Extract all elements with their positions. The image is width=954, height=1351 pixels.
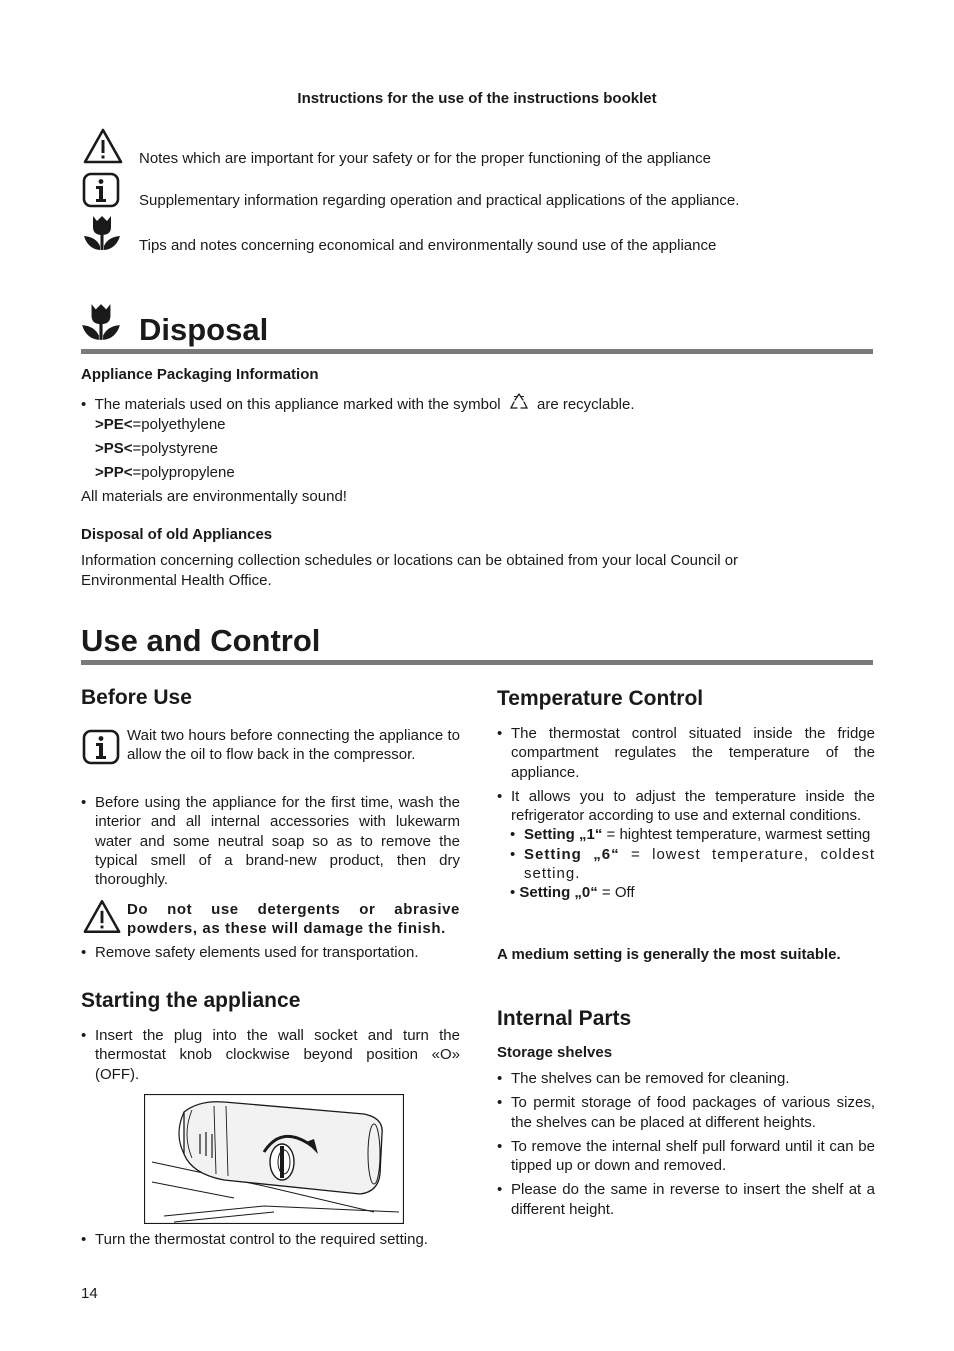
use-control-heading: Use and Control [81, 623, 321, 658]
internal-parts-heading: Internal Parts [497, 1007, 632, 1030]
starting-heading: Starting the appliance [81, 989, 301, 1012]
list-item: • Before using the appliance for the first time, wash the interior and all internal accessories with lukewarm water and some neutral soap so as to remove the typical smell of a brand-new product, then dry thoroughly. [81, 793, 460, 889]
warning-triangle-icon [82, 127, 124, 165]
before-use-bullet-safety [81, 943, 460, 967]
storage-shelves-heading: Storage shelves [497, 1044, 613, 1061]
page-number: 14 [81, 1285, 98, 1302]
list-item: • Remove safety elements used for transportation. [81, 943, 460, 962]
thermostat-illustration [144, 1094, 404, 1224]
before-use-heading: Before Use [81, 686, 192, 709]
setting-label: Setting „1“ [524, 826, 603, 844]
setting-0-item: • Setting „0“ = Off [510, 884, 635, 902]
section-divider [81, 660, 873, 665]
medium-setting-note: A medium setting is generally the most suitable. [497, 946, 841, 963]
list-item: • It allows you to adjust the temperature inside the refrigerator according to use and external conditions. [497, 787, 875, 826]
before-use-info-note: Wait two hours before connecting the appliance to allow the oil to flow back in the compressor. [127, 727, 460, 764]
setting-text: = lowest temperature, coldest setting. [524, 845, 876, 883]
material-name: =polystyrene [132, 440, 218, 457]
setting-label: Setting „0“ [519, 884, 598, 902]
temperature-list [497, 724, 875, 903]
setting-text: = Off [597, 884, 635, 902]
material-code: >PE< [95, 416, 133, 433]
note-eco-text: Tips and notes concerning economical and environmentally sound use of the appliance [139, 237, 717, 254]
list-item: • Insert the plug into the wall socket and turn the thermostat knob clockwise beyond position «O» (OFF). [81, 1026, 460, 1084]
old-appliances-heading: Disposal of old Appliances [81, 526, 273, 543]
list-item: • To remove the internal shelf pull forward until it can be tipped up or down and removed. [497, 1137, 875, 1176]
recycle-text-after: are recyclable. [536, 396, 635, 413]
setting-6-item: • Setting „6“ = lowest temperature, coldest setting. [510, 845, 876, 883]
material-pp [95, 463, 235, 483]
starting-bullet-plug [81, 1026, 460, 1089]
info-icon [82, 172, 120, 208]
list-item: • The thermostat control situated inside the fridge compartment regulates the temperature of the appliance. [497, 724, 875, 782]
list-item: • Turn the thermostat control to the required setting. [81, 1230, 460, 1249]
material-code: >PS< [95, 440, 133, 457]
recycle-icon [509, 392, 529, 412]
tulip-eco-icon [82, 214, 122, 252]
old-appliances-text-2: Environmental Health Office. [81, 572, 272, 589]
note-safety-text: Notes which are important for your safety or for the proper functioning of the appliance [139, 150, 711, 167]
starting-bullet-turn [81, 1230, 460, 1254]
list-item: • Please do the same in reverse to insert the shelf at a different height. [497, 1180, 875, 1219]
tulip-eco-icon [80, 302, 122, 342]
setting-text: = hightest temperature, warmest setting [602, 826, 871, 844]
setting-1-item: • Setting „1“ = hightest temperature, warmest setting [510, 826, 871, 844]
list-item: • The shelves can be removed for cleaning. [497, 1069, 875, 1088]
shelves-list [497, 1069, 875, 1224]
note-info-text: Supplementary information regarding operation and practical applications of the appliance. [139, 192, 740, 209]
disposal-heading: Disposal [139, 312, 269, 347]
material-code: >PP< [95, 464, 133, 481]
recycle-line: • The materials used on this appliance marked with the symbol are recyclable. [81, 392, 873, 415]
old-appliances-text-1: Information concerning collection schedules or locations can be obtained from your local Council or [81, 552, 739, 569]
list-item: • To permit storage of food packages of various sizes, the shelves can be placed at different heights. [497, 1093, 875, 1132]
info-icon [82, 729, 120, 765]
material-ps [95, 439, 218, 459]
recycle-text-before: The materials used on this appliance marked with the symbol [94, 396, 501, 413]
packaging-heading: Appliance Packaging Information [81, 366, 319, 383]
temperature-heading: Temperature Control [497, 687, 704, 710]
material-pe [95, 415, 226, 435]
setting-label: Setting „6“ [524, 845, 620, 863]
section-divider [81, 349, 873, 354]
before-use-bullet-wash [81, 793, 460, 894]
materials-sound: All materials are environmentally sound! [81, 488, 347, 505]
before-use-warning: Do not use detergents or abrasive powders, as these will damage the finish. [127, 901, 460, 938]
material-name: =polyethylene [132, 416, 226, 433]
material-name: =polypropylene [132, 464, 235, 481]
warning-triangle-icon [82, 898, 122, 935]
booklet-title: Instructions for the use of the instructions booklet [297, 90, 657, 107]
